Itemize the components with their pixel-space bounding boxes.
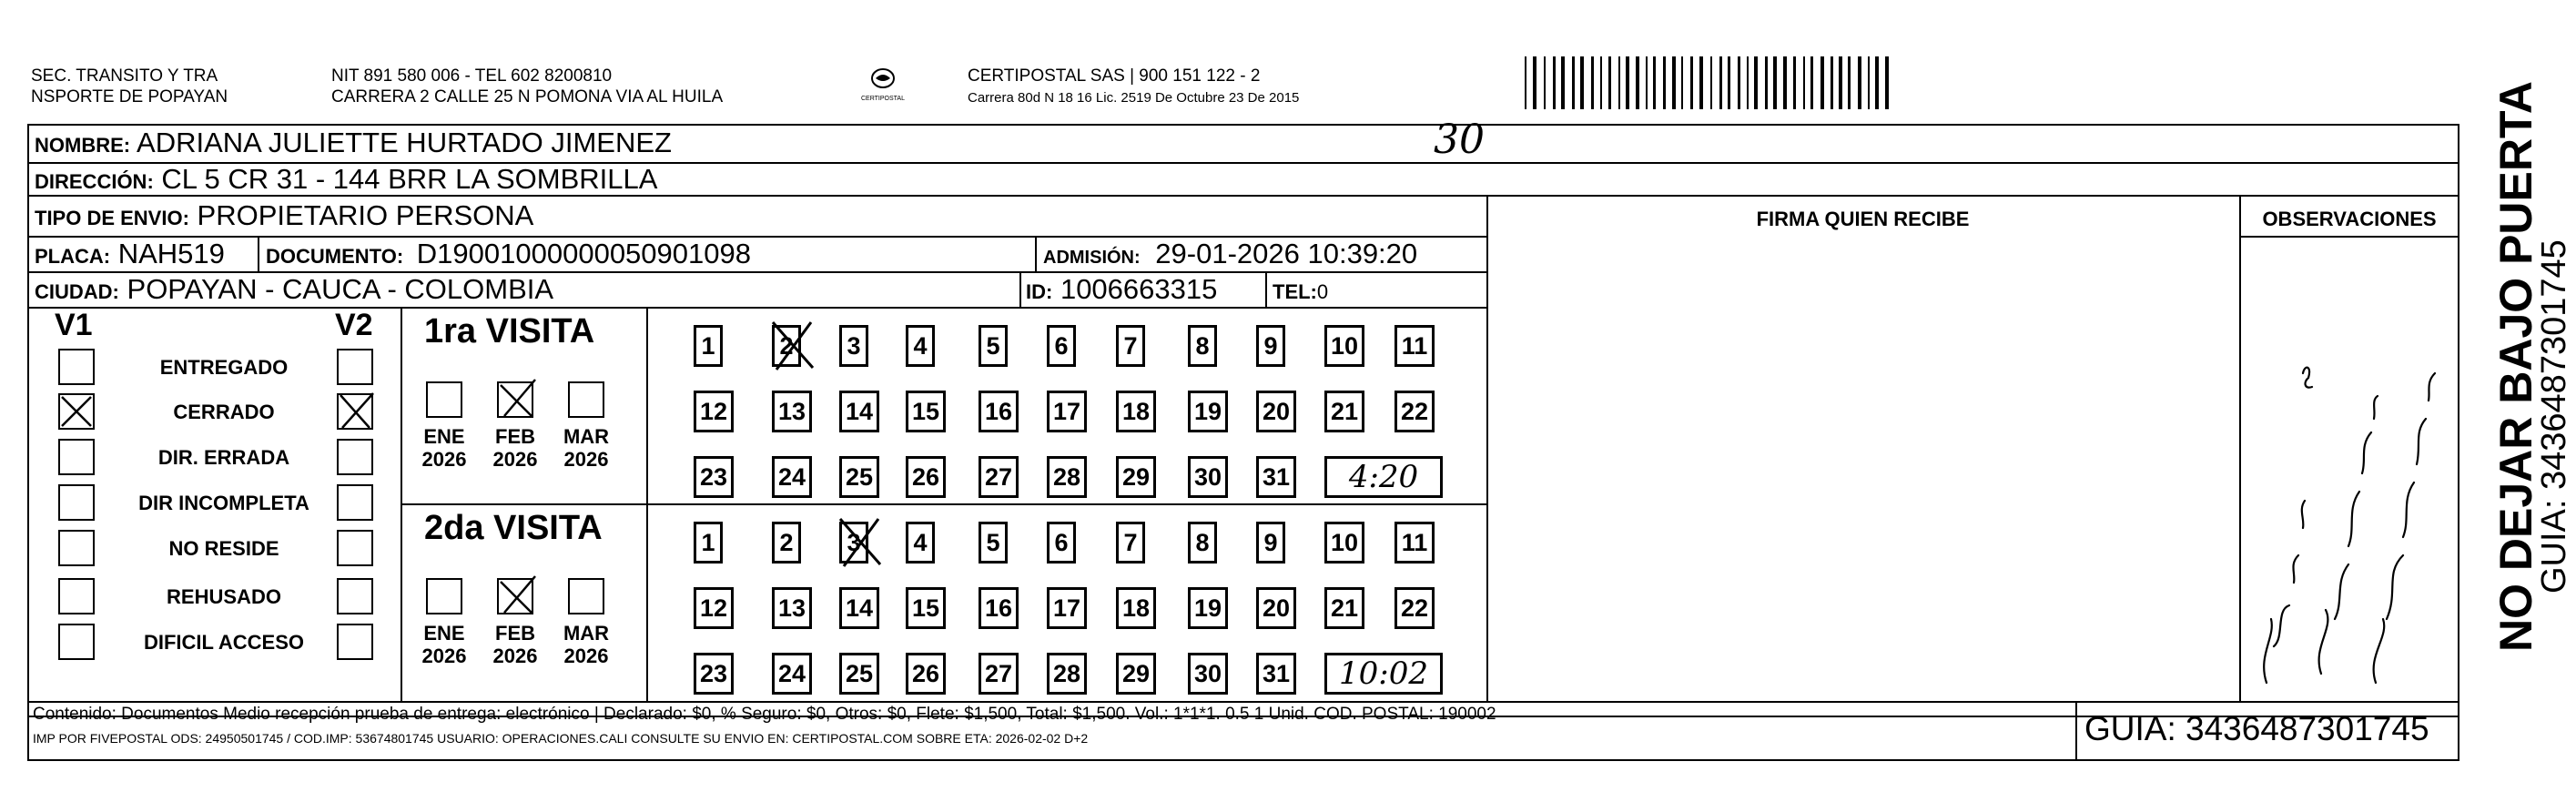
tel-label: TEL: <box>1273 280 1317 303</box>
day-box[interactable]: 26 <box>906 653 946 695</box>
barcode-bar <box>1646 56 1648 109</box>
day-box[interactable]: 25 <box>839 653 879 695</box>
v2-label: V2 <box>335 308 373 342</box>
tipo-envio-label: TIPO DE ENVIO: <box>35 207 189 229</box>
barcode-bar <box>1793 56 1796 109</box>
barcode-bar <box>1653 56 1656 109</box>
status-label: CERRADO <box>173 401 275 423</box>
day-box[interactable]: 19 <box>1188 587 1228 629</box>
day-box[interactable]: 6 <box>1047 522 1076 564</box>
barcode-bar <box>1608 56 1611 109</box>
direccion-label: DIRECCIÓN: <box>35 170 154 193</box>
status-v2-checkbox[interactable] <box>337 530 373 566</box>
barcode-bar <box>1868 56 1870 109</box>
day-box[interactable]: 18 <box>1116 587 1156 629</box>
courier-company-line: CERTIPOSTAL SAS | 900 151 122 - 2 <box>968 66 1261 86</box>
day-box[interactable]: 23 <box>694 653 734 695</box>
barcode-bar <box>1810 56 1813 109</box>
placa-value: NAH519 <box>117 238 225 269</box>
barcode-bar <box>1672 56 1676 109</box>
tipo-envio-value: PROPIETARIO PERSONA <box>197 199 534 231</box>
day-box[interactable]: 9 <box>1256 325 1285 367</box>
day-box[interactable]: 10 <box>1324 522 1364 564</box>
barcode-bar <box>1803 56 1805 109</box>
day-box[interactable]: 4 <box>906 325 935 367</box>
barcode-bar <box>1572 56 1575 109</box>
placa-field <box>35 239 225 272</box>
day-box[interactable]: 29 <box>1116 653 1156 695</box>
day-box[interactable]: 3 <box>839 325 868 367</box>
day-box[interactable]: 21 <box>1324 587 1364 629</box>
status-label: DIR INCOMPLETA <box>138 492 309 514</box>
status-v2-checkbox[interactable] <box>337 484 373 521</box>
day-box[interactable]: 19 <box>1188 391 1228 432</box>
status-label: ENTREGADO <box>159 356 289 379</box>
barcode-bar <box>1553 56 1556 109</box>
visit-time-handwritten: 10:02 <box>1324 653 1443 695</box>
barcode-bar <box>1747 56 1749 109</box>
day-box[interactable]: 5 <box>979 325 1008 367</box>
day-box[interactable]: 1 <box>694 522 723 564</box>
barcode-bar <box>1858 56 1861 109</box>
month-year: 2026 <box>492 448 538 471</box>
month-year: 2026 <box>492 645 538 667</box>
status-v1-checkbox[interactable] <box>58 530 95 566</box>
status-v2-checkbox[interactable] <box>337 393 373 430</box>
barcode-bar <box>1544 56 1546 109</box>
no-dejar-warning: NO DEJAR BAJO PUERTA <box>2490 81 2541 652</box>
id-field <box>1026 274 1217 308</box>
barcode-bar <box>1618 56 1620 109</box>
day-box[interactable]: 11 <box>1394 325 1435 367</box>
id-value: 1006663315 <box>1060 273 1218 305</box>
tel-value: 0 <box>1316 280 1329 303</box>
day-box[interactable]: 20 <box>1256 391 1296 432</box>
month-checkbox[interactable] <box>426 578 462 614</box>
status-v1-checkbox[interactable] <box>58 439 95 475</box>
day-box[interactable]: 30 <box>1188 653 1228 695</box>
month-name: MAR <box>563 622 610 645</box>
month-label <box>417 622 472 667</box>
status-label: NO RESIDE <box>168 537 279 560</box>
day-box[interactable]: 23 <box>694 456 734 498</box>
barcode-bar <box>1783 56 1787 109</box>
tipo-envio-field <box>35 200 533 234</box>
status-v2-checkbox[interactable] <box>337 578 373 614</box>
barcode-bar <box>1699 56 1703 109</box>
day-box[interactable]: 16 <box>979 391 1019 432</box>
documento-value: D19001000000050901098 <box>416 238 751 269</box>
month-label <box>488 622 543 667</box>
barcode-bar <box>1580 56 1584 109</box>
day-box[interactable]: 15 <box>906 587 946 629</box>
barcode-bar <box>1885 56 1889 109</box>
ciudad-label: CIUDAD: <box>35 280 119 303</box>
day-box[interactable]: 27 <box>979 456 1019 498</box>
month-year: 2026 <box>421 448 467 471</box>
status-label: DIFICIL ACCESO <box>143 631 304 654</box>
month-label <box>559 425 614 471</box>
status-v1-checkbox[interactable] <box>58 349 95 385</box>
v1-label: V1 <box>55 308 93 342</box>
day-box[interactable]: 17 <box>1047 587 1087 629</box>
visit-title: 2da VISITA <box>424 509 603 547</box>
month-year: 2026 <box>421 645 467 667</box>
footer-content-line: Contenido: Documentos Medio recepción prueba de entrega: electrónico | Declarado: $0, % Seguro: $0, Otros: $0, Flete: $1,500, Total: $1,500. Vol.: 1*1*1. 0.5 1 Unid. COD. POSTAL: 190002 <box>33 705 1496 724</box>
nombre-value: ADRIANA JULIETTE HURTADO JIMENEZ <box>137 127 672 158</box>
firma-label: FIRMA QUIEN RECIBE <box>1756 208 1970 230</box>
day-box[interactable]: 18 <box>1116 391 1156 432</box>
day-box[interactable]: 1 <box>694 325 723 367</box>
month-checkbox[interactable] <box>497 578 533 614</box>
day-box[interactable]: 22 <box>1394 587 1435 629</box>
month-name: ENE <box>423 425 465 448</box>
visit-time-handwritten: 4:20 <box>1324 456 1443 498</box>
day-box[interactable]: 13 <box>772 587 812 629</box>
barcode-bar <box>1690 56 1693 109</box>
day-box[interactable]: 5 <box>979 522 1008 564</box>
month-checkbox[interactable] <box>497 381 533 418</box>
tracking-barcode <box>1525 56 2271 111</box>
month-label <box>417 425 472 471</box>
month-name: ENE <box>423 622 465 645</box>
status-v2-checkbox[interactable] <box>337 439 373 475</box>
month-year: 2026 <box>563 448 609 471</box>
footer-guia: GUIA: 3436487301745 <box>2084 710 2429 747</box>
barcode-bar <box>1875 56 1879 109</box>
day-box[interactable]: 13 <box>772 391 812 432</box>
day-box[interactable]: 31 <box>1256 653 1296 695</box>
barcode-bar <box>1719 56 1722 109</box>
status-v2-checkbox[interactable] <box>337 349 373 385</box>
barcode-bar <box>1591 56 1594 109</box>
svg-text:CERTIPOSTAL: CERTIPOSTAL <box>861 96 905 102</box>
status-v1-checkbox[interactable] <box>58 624 95 660</box>
day-box[interactable]: 22 <box>1394 391 1435 432</box>
status-label: REHUSADO <box>167 585 281 608</box>
barcode-bar <box>1765 56 1768 109</box>
barcode-bar <box>1525 56 1526 109</box>
day-box[interactable]: 12 <box>694 587 734 629</box>
status-v1-checkbox[interactable] <box>58 578 95 614</box>
admision-label: ADMISIÓN: <box>1043 248 1141 268</box>
nombre-label: NOMBRE: <box>35 134 131 157</box>
barcode-bar <box>1754 56 1758 109</box>
sender-nit-line: NIT 891 580 006 - TEL 602 8200810 <box>331 66 613 86</box>
day-box[interactable]: 12 <box>694 391 734 432</box>
day-box[interactable]: 8 <box>1188 325 1217 367</box>
documento-field <box>266 239 751 272</box>
month-checkbox[interactable] <box>426 381 462 418</box>
day-box[interactable]: 2 <box>772 522 801 564</box>
handwritten-number: 30 <box>1434 117 1485 163</box>
day-box[interactable]: 27 <box>979 653 1019 695</box>
month-name: FEB <box>495 425 535 448</box>
month-label <box>488 425 543 471</box>
month-checkbox[interactable] <box>568 578 604 614</box>
day-box[interactable]: 28 <box>1047 456 1087 498</box>
day-box[interactable]: 8 <box>1188 522 1217 564</box>
day-box[interactable]: 2 <box>772 325 801 367</box>
visit-title: 1ra VISITA <box>424 312 595 350</box>
month-year: 2026 <box>563 645 609 667</box>
day-box[interactable]: 24 <box>772 653 812 695</box>
barcode-bar <box>1600 56 1602 109</box>
day-box[interactable]: 31 <box>1256 456 1296 498</box>
barcode-bar <box>1848 56 1851 109</box>
day-box[interactable]: 26 <box>906 456 946 498</box>
month-checkbox[interactable] <box>568 381 604 418</box>
day-box[interactable]: 20 <box>1256 587 1296 629</box>
direccion-value: CL 5 CR 31 - 144 BRR LA SOMBRILLA <box>161 163 658 195</box>
ciudad-value: POPAYAN - CAUCA - COLOMBIA <box>127 273 554 305</box>
barcode-bar <box>1773 56 1777 109</box>
day-box[interactable]: 7 <box>1116 325 1145 367</box>
documento-label: DOCUMENTO: <box>266 245 404 268</box>
observaciones-label: OBSERVACIONES <box>2262 208 2437 230</box>
courier-license-line: Carrera 80d N 18 16 Lic. 2519 De Octubre 23 De 2015 <box>968 90 1300 106</box>
footer-imp-line: IMP POR FIVEPOSTAL ODS: 24950501745 / COD.IMP: 53674801745 USUARIO: OPERACIONES.CALI CONSULTE SU ENVIO EN: CERTIPOSTAL.COM SOBRE ETA: 2026-02-02 D+2 <box>33 731 1089 746</box>
day-box[interactable]: 17 <box>1047 391 1087 432</box>
sender-org-line2: NSPORTE DE POPAYAN <box>31 87 228 107</box>
day-box[interactable]: 3 <box>839 522 868 564</box>
barcode-bar <box>1626 56 1629 109</box>
day-box[interactable]: 24 <box>772 456 812 498</box>
barcode-bar <box>1636 56 1639 109</box>
day-box[interactable]: 14 <box>839 391 879 432</box>
sender-address-line: CARRERA 2 CALLE 25 N POMONA VIA AL HUILA <box>331 87 724 107</box>
status-v1-checkbox[interactable] <box>58 393 95 430</box>
day-box[interactable]: 10 <box>1324 325 1364 367</box>
barcode-bar <box>1663 56 1666 109</box>
placa-label: PLACA: <box>35 245 111 268</box>
status-v2-checkbox[interactable] <box>337 624 373 660</box>
month-name: MAR <box>563 425 610 448</box>
day-box[interactable]: 30 <box>1188 456 1228 498</box>
barcode-bar <box>1738 56 1740 109</box>
month-name: FEB <box>495 622 535 645</box>
day-box[interactable]: 7 <box>1116 522 1145 564</box>
day-box[interactable]: 28 <box>1047 653 1087 695</box>
barcode-bar <box>1831 56 1833 109</box>
ciudad-field <box>35 274 553 308</box>
day-box[interactable]: 15 <box>906 391 946 432</box>
id-label: ID: <box>1026 280 1053 303</box>
admision-value: 29-01-2026 10:39:20 <box>1155 238 1418 269</box>
day-box[interactable]: 9 <box>1256 522 1285 564</box>
barcode-bar <box>1561 56 1565 109</box>
day-box[interactable]: 14 <box>839 587 879 629</box>
barcode-bar <box>1533 56 1536 109</box>
day-box[interactable]: 29 <box>1116 456 1156 498</box>
barcode-bar <box>1728 56 1730 109</box>
barcode-bar <box>1820 56 1824 109</box>
day-box[interactable]: 25 <box>839 456 879 498</box>
month-label <box>559 622 614 667</box>
day-box[interactable]: 16 <box>979 587 1019 629</box>
status-v1-checkbox[interactable] <box>58 484 95 521</box>
barcode-bar <box>1710 56 1712 109</box>
direccion-field <box>35 164 657 198</box>
admision-field <box>1043 239 1417 273</box>
barcode-bar <box>1839 56 1842 109</box>
side-guia: GUIA: 3436487301745 <box>2535 239 2573 594</box>
day-box[interactable]: 6 <box>1047 325 1076 367</box>
sender-org-line1: SEC. TRANSITO Y TRA <box>31 66 218 86</box>
observaciones-handwriting <box>2248 346 2453 692</box>
day-box[interactable]: 21 <box>1324 391 1364 432</box>
day-box[interactable]: 11 <box>1394 522 1435 564</box>
day-box[interactable]: 4 <box>906 522 935 564</box>
status-label: DIR. ERRADA <box>157 446 290 469</box>
certipostal-logo <box>856 66 910 106</box>
nombre-field <box>35 127 672 161</box>
tel-field <box>1273 277 1328 308</box>
barcode-bar <box>1681 56 1683 109</box>
